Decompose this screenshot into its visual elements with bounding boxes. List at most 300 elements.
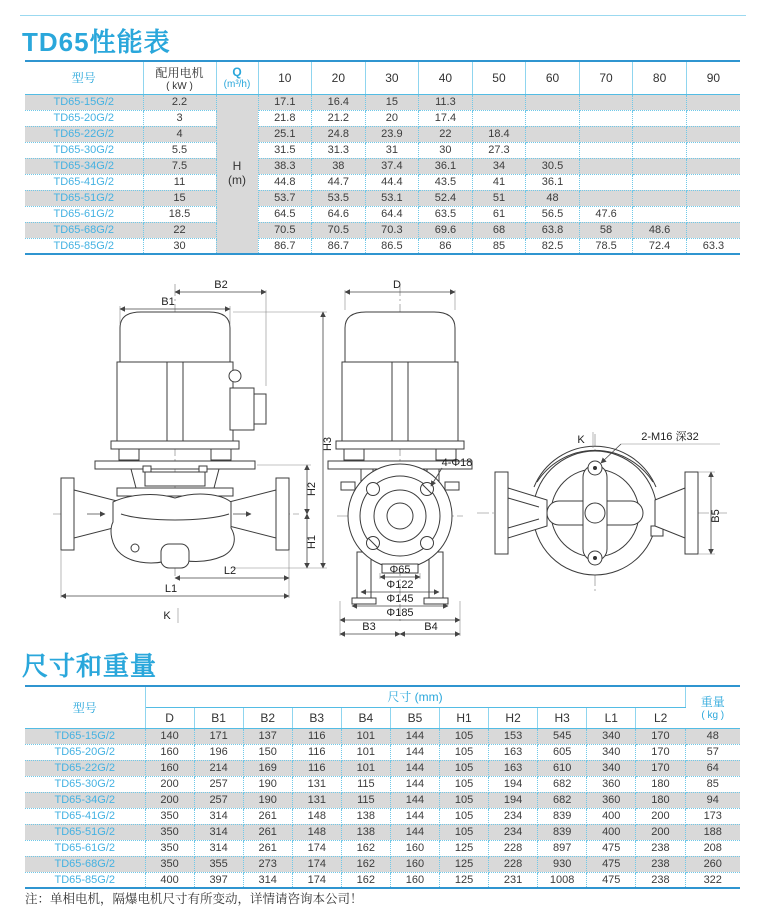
dimension-value-cell: 105 — [439, 776, 488, 792]
performance-row — [25, 110, 740, 126]
dimension-value-cell: 257 — [194, 776, 243, 792]
performance-row — [25, 206, 740, 222]
dimension-value-cell: 174 — [292, 840, 341, 856]
head-value-cell — [526, 94, 580, 110]
flow-col-header: 40 — [419, 61, 473, 94]
head-value-cell: 37.4 — [365, 158, 419, 174]
bolt-holes-label: 4-Φ18 — [441, 457, 473, 469]
dimensions-table-container — [25, 685, 740, 889]
dimension-value-cell: 238 — [636, 840, 685, 856]
dimension-value-cell: 196 — [194, 744, 243, 760]
dimensions-row — [25, 792, 740, 808]
model-cell: TD65-30G/2 — [25, 142, 143, 158]
head-value-cell: 85 — [472, 238, 526, 254]
datum-label-k-side: K — [163, 610, 171, 622]
dimension-value-cell: 839 — [538, 808, 587, 824]
dimension-value-cell: 360 — [587, 776, 636, 792]
dimension-value-cell: 144 — [390, 728, 439, 744]
dimension-value-cell: 101 — [341, 760, 390, 776]
dimension-value-cell: 105 — [439, 808, 488, 824]
weight-value-cell: 322 — [703, 873, 722, 886]
model-cell: TD65-51G/2 — [25, 824, 145, 840]
head-value-cell: 51 — [472, 190, 526, 206]
dimension-value-cell: 171 — [194, 728, 243, 744]
dimension-value-cell: 200 — [636, 808, 685, 824]
head-value-cell — [633, 94, 687, 110]
dimensions-row — [25, 824, 740, 840]
head-value-cell: 31.3 — [312, 142, 366, 158]
dimension-value-cell: 105 — [439, 760, 488, 776]
head-unit-cell: H (m) — [216, 94, 258, 254]
dimension-value-cell: 116 — [292, 760, 341, 776]
head-value-cell — [633, 158, 687, 174]
size-col-header: B2 — [243, 707, 292, 728]
dimension-value-cell: 314 — [194, 808, 243, 824]
head-value-cell — [633, 142, 687, 158]
head-value-cell — [579, 190, 633, 206]
dimension-value-cell: 314 — [194, 824, 243, 840]
dimension-value-cell: 101 — [341, 744, 390, 760]
head-value-cell: 47.6 — [579, 206, 633, 222]
dimension-value-cell: 350 — [145, 824, 194, 840]
dimension-value-cell: 125 — [439, 856, 488, 872]
model-cell: TD65-85G/2 — [25, 238, 143, 254]
dim-label-l2: L2 — [223, 565, 237, 577]
weight-value-cell: 94 — [685, 792, 740, 808]
dimension-value-cell: 144 — [390, 776, 439, 792]
head-value-cell: 70.5 — [258, 222, 312, 238]
dimension-value-cell: 115 — [341, 776, 390, 792]
model-cell: TD65-15G/2 — [25, 94, 143, 110]
dimension-value-cell: 170 — [636, 760, 685, 776]
dim-label-h2: H2 — [306, 481, 318, 497]
dimension-value-cell: 475 — [587, 872, 636, 888]
weight-value-cell: 173 — [685, 808, 740, 824]
head-value-cell: 64.5 — [258, 206, 312, 222]
size-col-header: H1 — [439, 707, 488, 728]
dimension-value-cell: 475 — [587, 840, 636, 856]
head-value-cell — [633, 190, 687, 206]
head-value-cell: 30 — [419, 142, 473, 158]
head-value-cell: 86.7 — [258, 238, 312, 254]
dimension-value-cell: 138 — [341, 824, 390, 840]
head-value-cell: 44.4 — [365, 174, 419, 190]
head-value-cell: 41 — [472, 174, 526, 190]
top-rule — [20, 15, 746, 16]
dim-label-h3: H3 — [322, 436, 334, 452]
head-value-cell — [526, 126, 580, 142]
dimension-value-cell: 200 — [145, 776, 194, 792]
flow-col-header: 10 — [258, 61, 312, 94]
head-value-cell — [579, 142, 633, 158]
head-value-cell — [633, 206, 687, 222]
head-value-cell: 44.8 — [258, 174, 312, 190]
model-cell: TD65-34G/2 — [25, 792, 145, 808]
size-col-header: B4 — [341, 707, 390, 728]
model-cell: TD65-68G/2 — [25, 856, 145, 872]
motor-power-cell: 22 — [143, 222, 216, 238]
dimension-value-cell: 261 — [243, 824, 292, 840]
dimension-value-cell: 350 — [145, 856, 194, 872]
dimension-value-cell: 148 — [292, 808, 341, 824]
head-value-cell: 24.8 — [312, 126, 366, 142]
head-value-cell: 17.1 — [258, 94, 312, 110]
dim-label-d: D — [393, 279, 401, 291]
head-value-cell — [526, 110, 580, 126]
head-value-cell: 52.4 — [419, 190, 473, 206]
head-value-cell — [686, 206, 740, 222]
head-value-cell — [686, 190, 740, 206]
dim-label-b4: B4 — [424, 621, 438, 633]
dim-label-l1: L1 — [164, 583, 178, 595]
dimension-value-cell: 273 — [243, 856, 292, 872]
dimension-value-cell: 153 — [489, 728, 538, 744]
dimension-value-cell: 257 — [194, 792, 243, 808]
size-col-header: H3 — [538, 707, 587, 728]
weight-header-unit: ( kg ) — [701, 710, 725, 722]
dimension-value-cell: 314 — [194, 840, 243, 856]
dimension-value-cell: 105 — [439, 824, 488, 840]
dimension-value-cell: 101 — [341, 728, 390, 744]
head-value-cell — [579, 126, 633, 142]
head-value-cell: 70.3 — [365, 222, 419, 238]
dimension-value-cell: 116 — [292, 728, 341, 744]
head-value-cell: 78.5 — [579, 238, 633, 254]
dimension-value-cell: 160 — [390, 872, 439, 888]
head-value-cell: 15 — [365, 94, 419, 110]
dimensions-row — [25, 840, 740, 856]
head-value-cell — [472, 110, 526, 126]
dimension-value-cell: 138 — [341, 808, 390, 824]
dimension-value-cell: 150 — [243, 744, 292, 760]
dimension-value-cell: 144 — [390, 744, 439, 760]
dimension-value-cell: 105 — [439, 792, 488, 808]
dimension-value-cell: 105 — [439, 744, 488, 760]
flow-col-header: 80 — [633, 61, 687, 94]
head-value-cell: 86.7 — [312, 238, 366, 254]
dimension-value-cell: 397 — [194, 872, 243, 888]
dimensions-row — [25, 872, 740, 888]
dimension-value-cell: 400 — [587, 808, 636, 824]
flow-col-header: 30 — [365, 61, 419, 94]
motor-power-cell: 2.2 — [143, 94, 216, 110]
dimension-value-cell: 140 — [145, 728, 194, 744]
dimension-value-cell: 261 — [243, 808, 292, 824]
head-value-cell: 82.5 — [526, 238, 580, 254]
head-value-cell — [686, 110, 740, 126]
head-value-cell — [686, 158, 740, 174]
dimension-value-cell: 160 — [145, 744, 194, 760]
performance-row — [25, 174, 740, 190]
dimension-value-cell: 200 — [145, 792, 194, 808]
size-col-header: B3 — [292, 707, 341, 728]
dimension-value-cell: 228 — [489, 856, 538, 872]
model-cell: TD65-30G/2 — [25, 776, 145, 792]
head-value-cell: 63.8 — [526, 222, 580, 238]
performance-row — [25, 142, 740, 158]
head-value-cell — [472, 94, 526, 110]
dimensions-row — [25, 776, 740, 792]
dim-label-phi122: Φ122 — [386, 579, 414, 591]
dimension-value-cell: 930 — [538, 856, 587, 872]
dim-label-h1: H1 — [306, 534, 318, 550]
dimension-value-cell: 148 — [292, 824, 341, 840]
dimension-value-cell: 131 — [292, 792, 341, 808]
dimension-value-cell: 234 — [489, 824, 538, 840]
performance-table — [25, 60, 740, 255]
dimensions-row — [25, 728, 740, 744]
weight-value-cell: 260 — [685, 856, 740, 872]
head-value-cell — [686, 94, 740, 110]
dimension-value-cell: 115 — [341, 792, 390, 808]
dimension-value-cell: 261 — [243, 840, 292, 856]
head-value-cell: 86 — [419, 238, 473, 254]
dim-label-b3: B3 — [362, 621, 376, 633]
dim-label-phi145: Φ145 — [386, 593, 414, 605]
head-value-cell: 25.1 — [258, 126, 312, 142]
dimension-value-cell: 180 — [636, 776, 685, 792]
dimension-value-cell: 170 — [636, 744, 685, 760]
dimension-value-cell: 839 — [538, 824, 587, 840]
head-value-cell — [686, 222, 740, 238]
performance-table-container — [25, 60, 740, 255]
dimension-value-cell: 162 — [341, 872, 390, 888]
tap-spec-label: 2-M16 深32 — [641, 431, 699, 443]
dimension-value-cell: 174 — [292, 872, 341, 888]
model-cell: TD65-41G/2 — [25, 174, 143, 190]
size-col-header: L1 — [587, 707, 636, 728]
motor-col-header-unit: ( kW ) — [166, 80, 193, 92]
dimensions-row — [25, 856, 740, 872]
motor-power-cell: 18.5 — [143, 206, 216, 222]
model-cell: TD65-15G/2 — [25, 728, 145, 744]
dimension-value-cell: 610 — [538, 760, 587, 776]
head-value-cell: 17.4 — [419, 110, 473, 126]
dimension-value-cell: 238 — [636, 872, 685, 888]
dimension-value-cell: 475 — [587, 856, 636, 872]
head-value-cell — [686, 174, 740, 190]
head-value-cell — [633, 110, 687, 126]
head-value-cell — [579, 158, 633, 174]
weight-value-cell: 85 — [685, 776, 740, 792]
dimension-value-cell: 360 — [587, 792, 636, 808]
weight-header-line1: 重量 — [700, 695, 725, 710]
head-value-cell: 69.6 — [419, 222, 473, 238]
model-cell: TD65-22G/2 — [25, 760, 145, 776]
head-value-cell: 36.1 — [526, 174, 580, 190]
dimension-value-cell: 170 — [636, 728, 685, 744]
performance-row — [25, 238, 740, 254]
pump-top-view-drawing — [477, 430, 727, 594]
head-value-cell: 61 — [472, 206, 526, 222]
model-cell: TD65-41G/2 — [25, 808, 145, 824]
head-value-cell — [686, 126, 740, 142]
performance-row — [25, 158, 740, 174]
pump-front-view-drawing — [328, 279, 472, 636]
head-value-cell — [579, 94, 633, 110]
dimension-value-cell: 340 — [587, 760, 636, 776]
head-value-cell: 53.1 — [365, 190, 419, 206]
dimension-value-cell: 105 — [439, 728, 488, 744]
dimension-value-cell: 163 — [489, 760, 538, 776]
head-value-cell: 38 — [312, 158, 366, 174]
dimension-value-cell: 169 — [243, 760, 292, 776]
head-value-cell: 22 — [419, 126, 473, 142]
head-value-cell: 56.5 — [526, 206, 580, 222]
size-col-header: D — [145, 707, 194, 728]
dimensions-section-title: 尺寸和重量 — [22, 651, 158, 681]
dimension-value-cell: 340 — [587, 728, 636, 744]
pump-dimension-drawings — [25, 276, 740, 644]
performance-section-title: TD65性能表 — [22, 27, 171, 57]
weight-value-cell: 188 — [685, 824, 740, 840]
flow-col-header-q — [216, 61, 258, 94]
size-col-header: B5 — [390, 707, 439, 728]
dimensions-row — [25, 760, 740, 776]
head-value-cell: 31 — [365, 142, 419, 158]
dim-label-phi65: Φ65 — [389, 564, 411, 576]
dimension-value-cell: 200 — [636, 824, 685, 840]
model-cell: TD65-61G/2 — [25, 206, 143, 222]
performance-table-body — [25, 94, 740, 254]
head-value-cell: 68 — [472, 222, 526, 238]
performance-row — [25, 222, 740, 238]
model-cell: TD65-34G/2 — [25, 158, 143, 174]
model-col-header: 型号 — [25, 61, 143, 94]
motor-power-cell: 3 — [143, 110, 216, 126]
dimension-value-cell: 682 — [538, 776, 587, 792]
performance-row — [25, 190, 740, 206]
dimension-value-cell: 1008 — [538, 872, 587, 888]
head-value-cell: 34 — [472, 158, 526, 174]
head-value-cell: 21.8 — [258, 110, 312, 126]
head-value-cell: 63.5 — [419, 206, 473, 222]
dimension-value-cell: 228 — [489, 840, 538, 856]
dimensions-table — [25, 685, 740, 889]
motor-power-cell: 11 — [143, 174, 216, 190]
model-cell: TD65-68G/2 — [25, 222, 143, 238]
motor-power-cell: 5.5 — [143, 142, 216, 158]
pump-side-view-drawing — [53, 279, 334, 623]
dimension-value-cell: 340 — [587, 744, 636, 760]
dim-label-b1: B1 — [161, 296, 175, 308]
dimension-value-cell: 238 — [636, 856, 685, 872]
head-value-cell: 58 — [579, 222, 633, 238]
head-value-cell: 43.5 — [419, 174, 473, 190]
dimension-value-cell: 137 — [243, 728, 292, 744]
dimension-value-cell: 180 — [636, 792, 685, 808]
dimension-value-cell: 190 — [243, 792, 292, 808]
flow-col-header: 70 — [579, 61, 633, 94]
head-value-cell: 21.2 — [312, 110, 366, 126]
dimension-value-cell: 144 — [390, 792, 439, 808]
weight-col-header — [685, 686, 740, 728]
model-cell: TD65-20G/2 — [25, 744, 145, 760]
dimension-value-cell: 194 — [489, 792, 538, 808]
model-cell: TD65-20G/2 — [25, 110, 143, 126]
size-group-header: 尺寸 (mm) — [145, 686, 685, 707]
dimensions-table-body — [25, 728, 740, 888]
dimension-value-cell: 116 — [292, 744, 341, 760]
q-symbol: Q — [232, 65, 242, 80]
head-value-cell: 53.7 — [258, 190, 312, 206]
head-value-cell: 64.4 — [365, 206, 419, 222]
motor-col-header-line1: 配用电机 — [155, 65, 204, 80]
dimension-value-cell: 314 — [243, 872, 292, 888]
head-value-cell: 27.3 — [472, 142, 526, 158]
head-value-cell: 18.4 — [472, 126, 526, 142]
flow-col-header: 60 — [526, 61, 580, 94]
dimension-value-cell: 545 — [538, 728, 587, 744]
dimension-value-cell: 162 — [341, 840, 390, 856]
dimension-value-cell: 160 — [390, 856, 439, 872]
performance-header-row — [25, 61, 740, 94]
head-value-cell: 30.5 — [526, 158, 580, 174]
dimension-value-cell: 234 — [489, 808, 538, 824]
head-value-cell: 31.5 — [258, 142, 312, 158]
head-value-cell: 44.7 — [312, 174, 366, 190]
head-value-cell: 86.5 — [365, 238, 419, 254]
performance-row — [25, 94, 740, 110]
dimension-value-cell: 125 — [439, 872, 488, 888]
head-value-cell — [526, 142, 580, 158]
flow-col-header: 20 — [312, 61, 366, 94]
head-value-cell: 53.5 — [312, 190, 366, 206]
dimension-value-cell: 350 — [145, 840, 194, 856]
head-value-cell: 63.3 — [702, 239, 725, 252]
model-cell: TD65-85G/2 — [25, 872, 145, 888]
head-value-cell — [579, 110, 633, 126]
motor-power-cell: 4 — [143, 126, 216, 142]
head-value-cell: 20 — [365, 110, 419, 126]
dim-label-b2: B2 — [214, 279, 228, 291]
weight-value-cell: 57 — [685, 744, 740, 760]
flow-col-header: 50 — [472, 61, 526, 94]
model-cell: TD65-22G/2 — [25, 126, 143, 142]
dimension-value-cell: 163 — [489, 744, 538, 760]
dimension-value-cell: 605 — [538, 744, 587, 760]
size-col-header: H2 — [489, 707, 538, 728]
datum-label-k-top: K — [577, 434, 585, 446]
dimensions-header-row — [25, 686, 740, 707]
dimension-value-cell: 400 — [587, 824, 636, 840]
head-value-cell — [633, 174, 687, 190]
weight-value-cell: 48 — [685, 728, 740, 744]
motor-power-cell: 15 — [143, 190, 216, 206]
dimension-value-cell: 174 — [292, 856, 341, 872]
dimension-value-cell: 400 — [145, 872, 194, 888]
q-unit: (m³/h) — [223, 79, 251, 91]
weight-value-cell: 64 — [685, 760, 740, 776]
footnote: 注：单相电机，隔爆电机尺寸有所变动，详情请咨询本公司！ — [25, 892, 363, 906]
head-value-cell — [579, 174, 633, 190]
weight-value-cell: 208 — [685, 840, 740, 856]
dim-label-b5: B5 — [710, 509, 722, 523]
motor-power-cell: 30 — [143, 238, 216, 254]
head-value-cell: 16.4 — [312, 94, 366, 110]
size-col-header: L2 — [636, 707, 685, 728]
dimension-value-cell: 682 — [538, 792, 587, 808]
dim-model-col-header: 型号 — [25, 686, 145, 728]
dimension-value-cell: 160 — [145, 760, 194, 776]
dim-label-phi185: Φ185 — [386, 607, 414, 619]
dimension-value-cell: 160 — [390, 840, 439, 856]
dimensions-row — [25, 744, 740, 760]
head-value-cell: 70.5 — [312, 222, 366, 238]
head-value-cell: 36.1 — [419, 158, 473, 174]
head-value-cell: 38.3 — [258, 158, 312, 174]
dimension-value-cell: 194 — [489, 776, 538, 792]
